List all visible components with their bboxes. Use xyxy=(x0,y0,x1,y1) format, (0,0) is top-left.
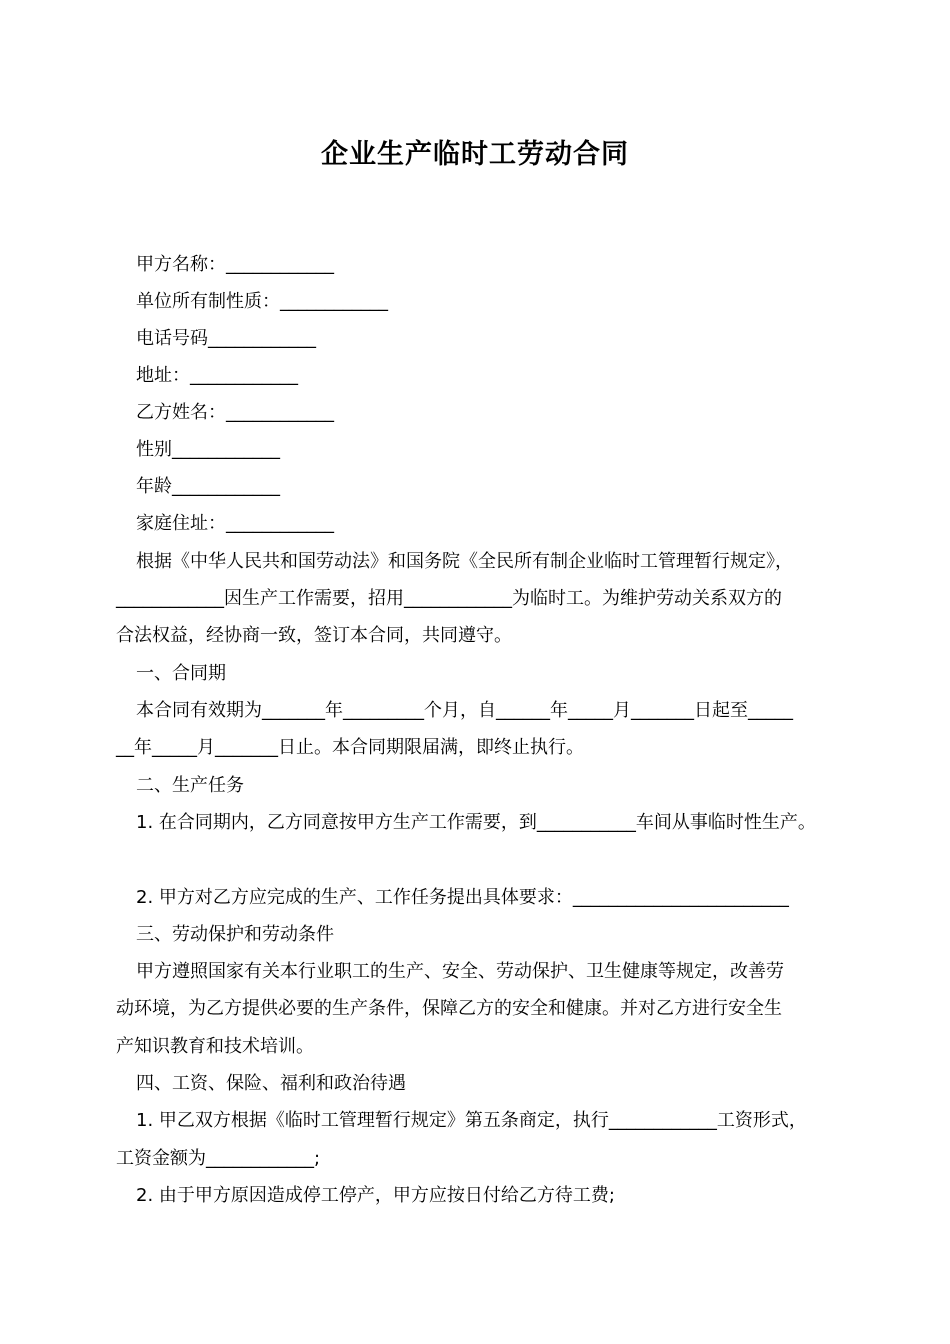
preamble-line-1: 根据《中华人民共和国劳动法》和国务院《全民所有制企业临时工管理暂行规定》， xyxy=(136,551,793,572)
protection-line-3: 产知识教育和技术培训。 xyxy=(116,1036,314,1057)
term-line-2: __年_____月_______日止。本合同期限届满，即终止执行。 xyxy=(116,737,584,758)
gender-line: 性别____________ xyxy=(136,439,280,460)
section-heading-protection: 三、劳动保护和劳动条件 xyxy=(136,924,334,945)
wages-item-1-line-2: 工资金额为____________; xyxy=(116,1148,321,1169)
tasks-item-1: 1. 在合同期内，乙方同意按甲方生产工作需要，到___________车间从事临时性生产。 xyxy=(136,812,816,833)
term-line-1: 本合同有效期为_______年_________个月，自______年_____月_______日起至_____ xyxy=(136,700,793,721)
party-a-name-line: 甲方名称：____________ xyxy=(136,254,334,275)
protection-line-2: 动环境，为乙方提供必要的生产条件，保障乙方的安全和健康。并对乙方进行安全生 xyxy=(116,998,782,1019)
party-b-name-line: 乙方姓名：____________ xyxy=(136,402,334,423)
section-heading-term: 一、合同期 xyxy=(136,663,226,684)
preamble-line-2: ____________因生产工作需要，招用____________为临时工。为维护劳动关系双方的 xyxy=(116,588,782,609)
ownership-nature-line: 单位所有制性质：____________ xyxy=(136,291,388,312)
phone-number-line: 电话号码____________ xyxy=(136,328,316,349)
address-line: 地址：____________ xyxy=(136,365,298,386)
tasks-item-2: 2. 甲方对乙方应完成的生产、工作任务提出具体要求：________________________ xyxy=(136,887,789,908)
preamble-line-3: 合法权益，经协商一致，签订本合同，共同遵守。 xyxy=(116,625,512,646)
wages-item-1-line-1: 1. 甲乙双方根据《临时工管理暂行规定》第五条商定，执行____________工资形式， xyxy=(136,1110,807,1131)
home-address-line: 家庭住址：____________ xyxy=(136,513,334,534)
section-heading-tasks: 二、生产任务 xyxy=(136,775,244,796)
protection-line-1: 甲方遵照国家有关本行业职工的生产、安全、劳动保护、卫生健康等规定，改善劳 xyxy=(136,961,784,982)
wages-item-2: 2. 由于甲方原因造成停工停产，甲方应按日付给乙方待工费; xyxy=(136,1185,615,1206)
age-line: 年龄____________ xyxy=(136,476,280,497)
document-title: 企业生产临时工劳动合同 xyxy=(321,139,629,170)
section-heading-wages: 四、工资、保险、福利和政治待遇 xyxy=(136,1073,406,1094)
